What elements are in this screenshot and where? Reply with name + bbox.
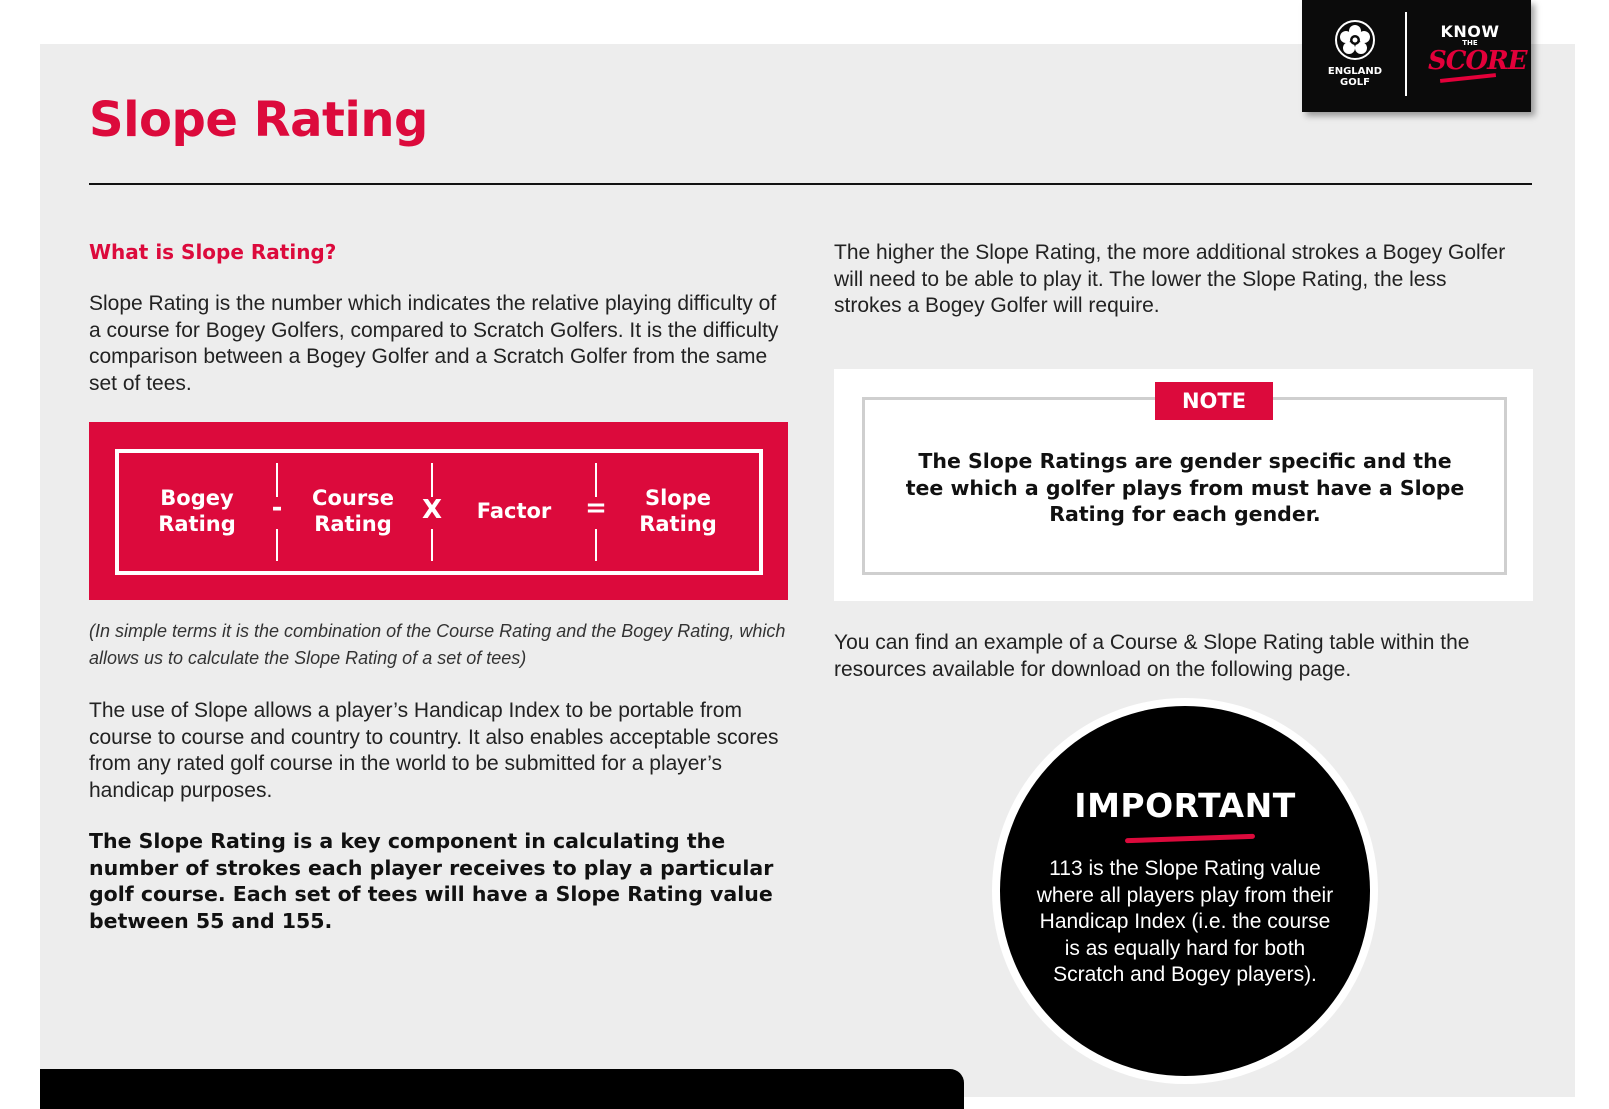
formula-term-course-rating (293, 485, 413, 539)
formula-frame (115, 449, 763, 575)
formula-caption: (In simple terms it is the combination of the Course Rating and the Bogey Rating, which allows us to calculate the Slope Rating of a set of tees) (89, 621, 786, 668)
logo-org-name (1316, 66, 1394, 88)
title-divider (89, 183, 1532, 185)
note-box (834, 369, 1533, 601)
higher-slope-paragraph: The higher the Slope Rating, the more additional strokes a Bogey Golfer will need to be able to play it. The lower the Slope Rating, the less strokes a Bogey Golfer will require. (834, 241, 1506, 317)
key-component-paragraph: The Slope Rating is a key component in calculating the number of strokes each player receives to play a particular golf course. Each set of tees will have a Slope Rating value between 55 and 155. (89, 829, 774, 933)
formula-box (89, 422, 788, 600)
example-paragraph: You can find an example of a Course & Slope Rating table within the resources available for download on the following page. (834, 631, 1470, 681)
formula-term4-line1: Slope (644, 486, 712, 510)
formula-op-times: X (421, 495, 443, 525)
formula-divider (276, 463, 278, 497)
formula-term-factor: Factor (476, 499, 552, 523)
formula-divider (276, 529, 278, 561)
section-subhead: What is Slope Rating? (89, 240, 337, 264)
formula-term1-line1: Bogey (160, 486, 234, 510)
important-title: IMPORTANT (1074, 786, 1296, 825)
formula-divider (431, 529, 433, 561)
logo-org-line2: GOLF (1340, 77, 1370, 88)
formula-divider (431, 463, 433, 497)
formula-term-bogey-rating (137, 485, 257, 539)
important-callout (1000, 706, 1370, 1076)
note-text: The Slope Ratings are gender specific and the tee which a golfer plays from must have a Slope Rating for each gender. (905, 449, 1465, 526)
intro-paragraph: Slope Rating is the number which indicates the relative playing difficulty of a course for Bogey Golfers, compared to Scratch Golfers. It is the difficulty comparison between a Bogey Golfer and a Scratch Golfer from the same set of tees. (89, 292, 779, 395)
formula-term1-line2: Rating (158, 512, 236, 536)
formula-divider (595, 529, 597, 561)
formula-term2-line2: Rating (314, 512, 392, 536)
formula-term2-line1: Course (312, 486, 394, 510)
important-text: 113 is the Slope Rating value where all players play from their Handicap Index (i.e. the course is as equally hard for both Scratch and Bogey players). (1036, 857, 1334, 986)
portable-paragraph: The use of Slope allows a player’s Handicap Index to be portable from course to course and country to country. It also enables acceptable scores from any rated golf course in the world to be submitted for a player’s handicap purposes. (89, 699, 779, 802)
formula-op-equals: = (585, 493, 607, 523)
formula-term-slope-rating (613, 485, 743, 539)
footer-bar (40, 1069, 964, 1109)
formula-term4-line2: Rating (639, 512, 717, 536)
page-title: Slope Rating (89, 92, 428, 148)
logo-the: THE (1462, 39, 1478, 47)
logo-know: KNOW (1440, 22, 1500, 41)
note-frame (862, 389, 1507, 575)
formula-op-minus: - (271, 493, 283, 523)
england-golf-know-the-score-logo (1302, 0, 1531, 112)
formula-divider (595, 463, 597, 497)
logo-score: SCORE (1428, 46, 1527, 76)
logo-org-line1: ENGLAND (1327, 66, 1383, 77)
important-brush-stroke (1125, 834, 1255, 844)
logo-divider (1405, 12, 1407, 96)
note-label: NOTE (1155, 382, 1273, 420)
rose-icon (1335, 20, 1375, 60)
